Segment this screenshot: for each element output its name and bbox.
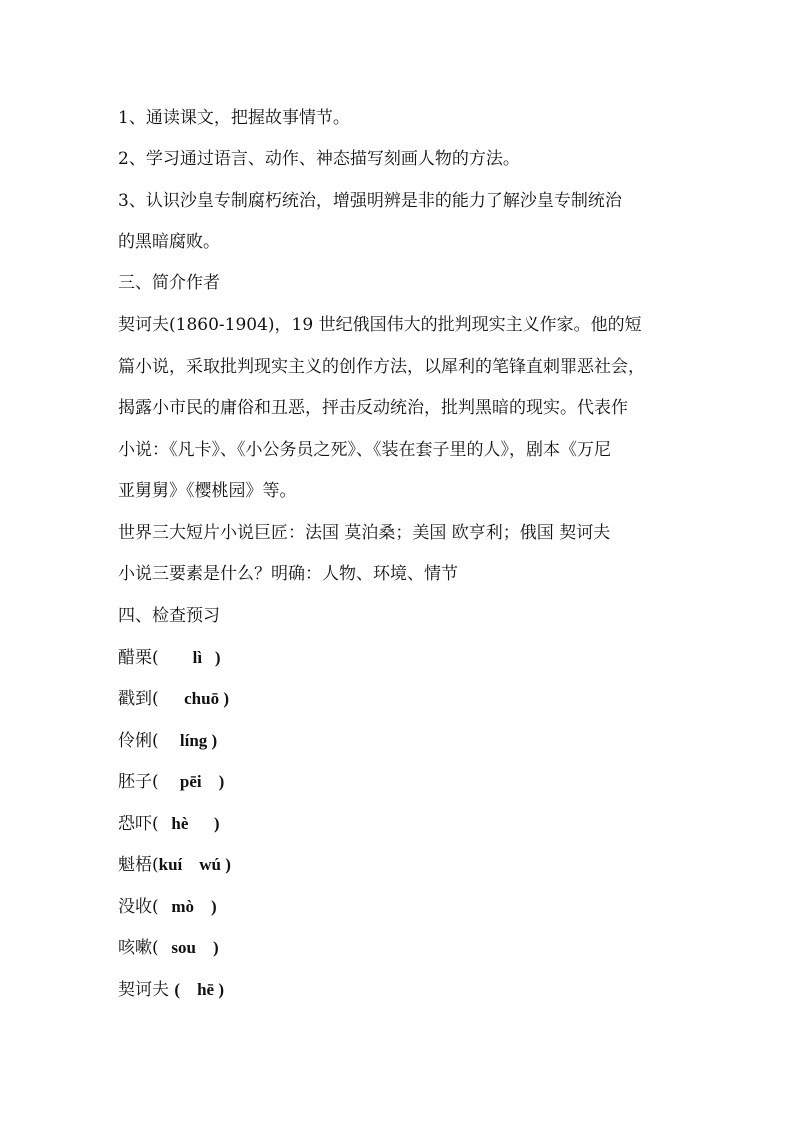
three-masters-line: 世界三大短片小说巨匠：法国 莫泊桑；美国 欧亨利；俄国 契诃夫 bbox=[118, 522, 611, 543]
vocab-pinyin: pēi ) bbox=[158, 772, 225, 791]
three-elements-line: 小说三要素是什么？明确：人物、环境、情节 bbox=[118, 564, 458, 584]
author-line-1: 契诃夫(1860-1904)，19 世纪俄国伟大的批判现实主义作家。他的短 bbox=[118, 315, 642, 335]
vocab-word: 胚子( bbox=[118, 772, 159, 792]
vocab-item bbox=[118, 730, 217, 752]
section4-heading: 四、检查预习 bbox=[118, 606, 220, 626]
author-line-3: 揭露小市民的庸俗和丑恶，抨击反动统治，批判黑暗的现实。代表作 bbox=[118, 398, 628, 418]
vocab-item bbox=[118, 854, 231, 876]
vocab-word: 契诃夫 bbox=[118, 980, 175, 1000]
objective-3: 3、认识沙皇专制腐朽统治，增强明辨是非的能力了解沙皇专制统治 bbox=[118, 191, 622, 211]
vocab-item bbox=[118, 896, 217, 918]
objective-1: 1、通读课文，把握故事情节。 bbox=[118, 108, 350, 128]
objective-2: 2、学习通过语言、动作、神态描写刻画人物的方法。 bbox=[118, 149, 520, 169]
vocab-pinyin: ( hē ) bbox=[174, 980, 224, 999]
vocab-pinyin: hè ) bbox=[158, 814, 220, 833]
vocab-item bbox=[118, 771, 224, 793]
vocab-pinyin: mò ) bbox=[158, 897, 217, 916]
vocab-pinyin: kuí wú ) bbox=[158, 855, 231, 874]
vocab-item bbox=[118, 647, 221, 669]
author-line-4: 小说：《凡卡》、《小公务员之死》、《装在套子里的人》，剧本《万尼 bbox=[118, 439, 611, 460]
vocab-word: 恐吓( bbox=[118, 814, 159, 834]
objective-3-cont: 的黑暗腐败。 bbox=[118, 232, 220, 252]
vocab-item bbox=[118, 979, 224, 1001]
vocab-word: 醋栗( bbox=[118, 648, 159, 668]
vocab-word: 咳嗽( bbox=[118, 938, 159, 958]
vocab-pinyin: chuō ) bbox=[158, 689, 230, 708]
vocab-item bbox=[118, 688, 229, 710]
vocab-word: 戳到( bbox=[118, 689, 159, 709]
vocab-word: 魁梧( bbox=[118, 855, 159, 875]
vocab-item bbox=[118, 937, 219, 959]
author-intro bbox=[118, 314, 678, 605]
author-line-2: 篇小说，采取批判现实主义的创作方法，以犀利的笔锋直刺罪恶社会， bbox=[118, 356, 645, 377]
vocab-pinyin: líng ) bbox=[158, 731, 218, 750]
vocab-word: 伶俐( bbox=[118, 731, 159, 751]
author-line-5: 亚舅舅》《樱桃园》等。 bbox=[118, 481, 297, 501]
vocab-word: 没收( bbox=[118, 897, 159, 917]
vocab-pinyin: lì ) bbox=[158, 648, 221, 667]
vocab-pinyin: sou ) bbox=[158, 938, 219, 957]
vocab-item bbox=[118, 813, 220, 835]
section3-heading: 三、简介作者 bbox=[118, 273, 220, 293]
